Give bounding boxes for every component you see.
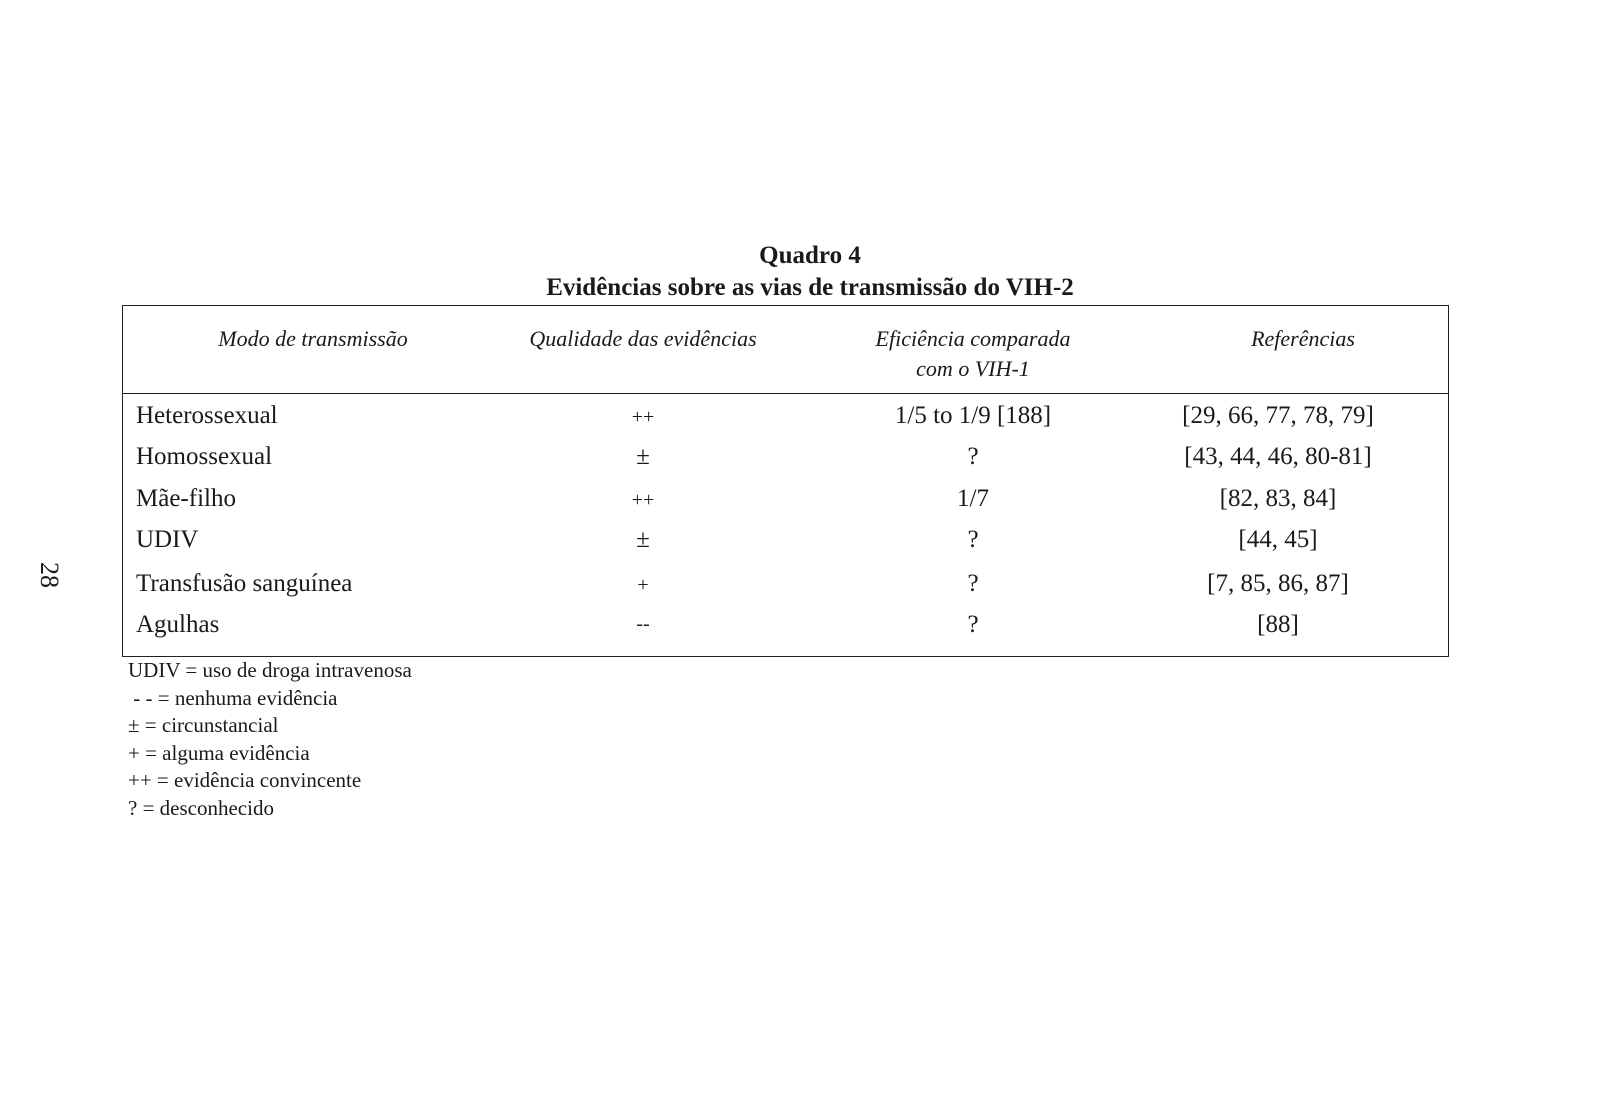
table-legend [128,657,412,823]
cell-references: [29, 66, 77, 78, 79] [1182,402,1374,429]
cell-references: [7, 85, 86, 87] [1207,570,1349,597]
table-row [123,611,1448,653]
table-row [123,443,1448,485]
header-references: Referências [1251,326,1355,351]
table-number: Quadro 4 [759,242,861,269]
cell-quality: + [637,574,649,596]
header-quality: Qualidade das evidências [529,326,757,351]
table-header-row [123,306,1448,394]
table-row [123,526,1448,568]
cell-efficiency: 1/7 [957,485,989,512]
table-caption [0,240,1620,304]
cell-mode: UDIV [136,526,199,553]
cell-quality: -- [636,613,650,635]
header-mode: Modo de transmissão [218,326,408,351]
header-efficiency-line1: Eficiência comparada [875,326,1071,351]
cell-references: [88] [1257,611,1299,638]
cell-efficiency: ? [967,570,979,597]
legend-item: ± = circunstancial [128,713,279,738]
cell-references: [43, 44, 46, 80-81] [1184,443,1372,470]
cell-efficiency: ? [967,443,979,470]
legend-item: + = alguma evidência [128,740,310,765]
cell-efficiency: ? [967,611,979,638]
cell-mode: Mãe-filho [136,485,236,512]
legend-item: UDIV = uso de droga intravenosa [128,658,412,682]
cell-efficiency: ? [967,526,979,553]
legend-item: ++ = evidência convincente [128,768,362,793]
table-row [123,402,1448,444]
header-efficiency-line2: com o VIH-1 [916,356,1030,381]
legend-item: - - = nenhuma evidência [128,685,338,710]
cell-mode: Homossexual [136,443,273,470]
cell-efficiency: 1/5 to 1/9 [188] [894,402,1052,429]
cell-mode: Heterossexual [136,402,278,429]
transmission-evidence-table [122,305,1449,657]
cell-mode: Transfusão sanguínea [136,570,353,597]
cell-references: [44, 45] [1238,526,1318,553]
cell-quality: ± [636,526,650,553]
table-title: Evidências sobre as vias de transmissão do VIH-2 [546,274,1074,301]
page-number: 28 [35,562,64,588]
table-row [123,485,1448,527]
legend-item: ? = desconhecido [128,795,274,820]
table-row [123,570,1448,612]
cell-quality: ++ [631,406,655,428]
cell-quality: ± [636,443,650,470]
cell-references: [82, 83, 84] [1219,485,1337,512]
cell-quality: ++ [631,489,655,511]
header-efficiency [803,324,1143,384]
cell-mode: Agulhas [136,611,220,638]
